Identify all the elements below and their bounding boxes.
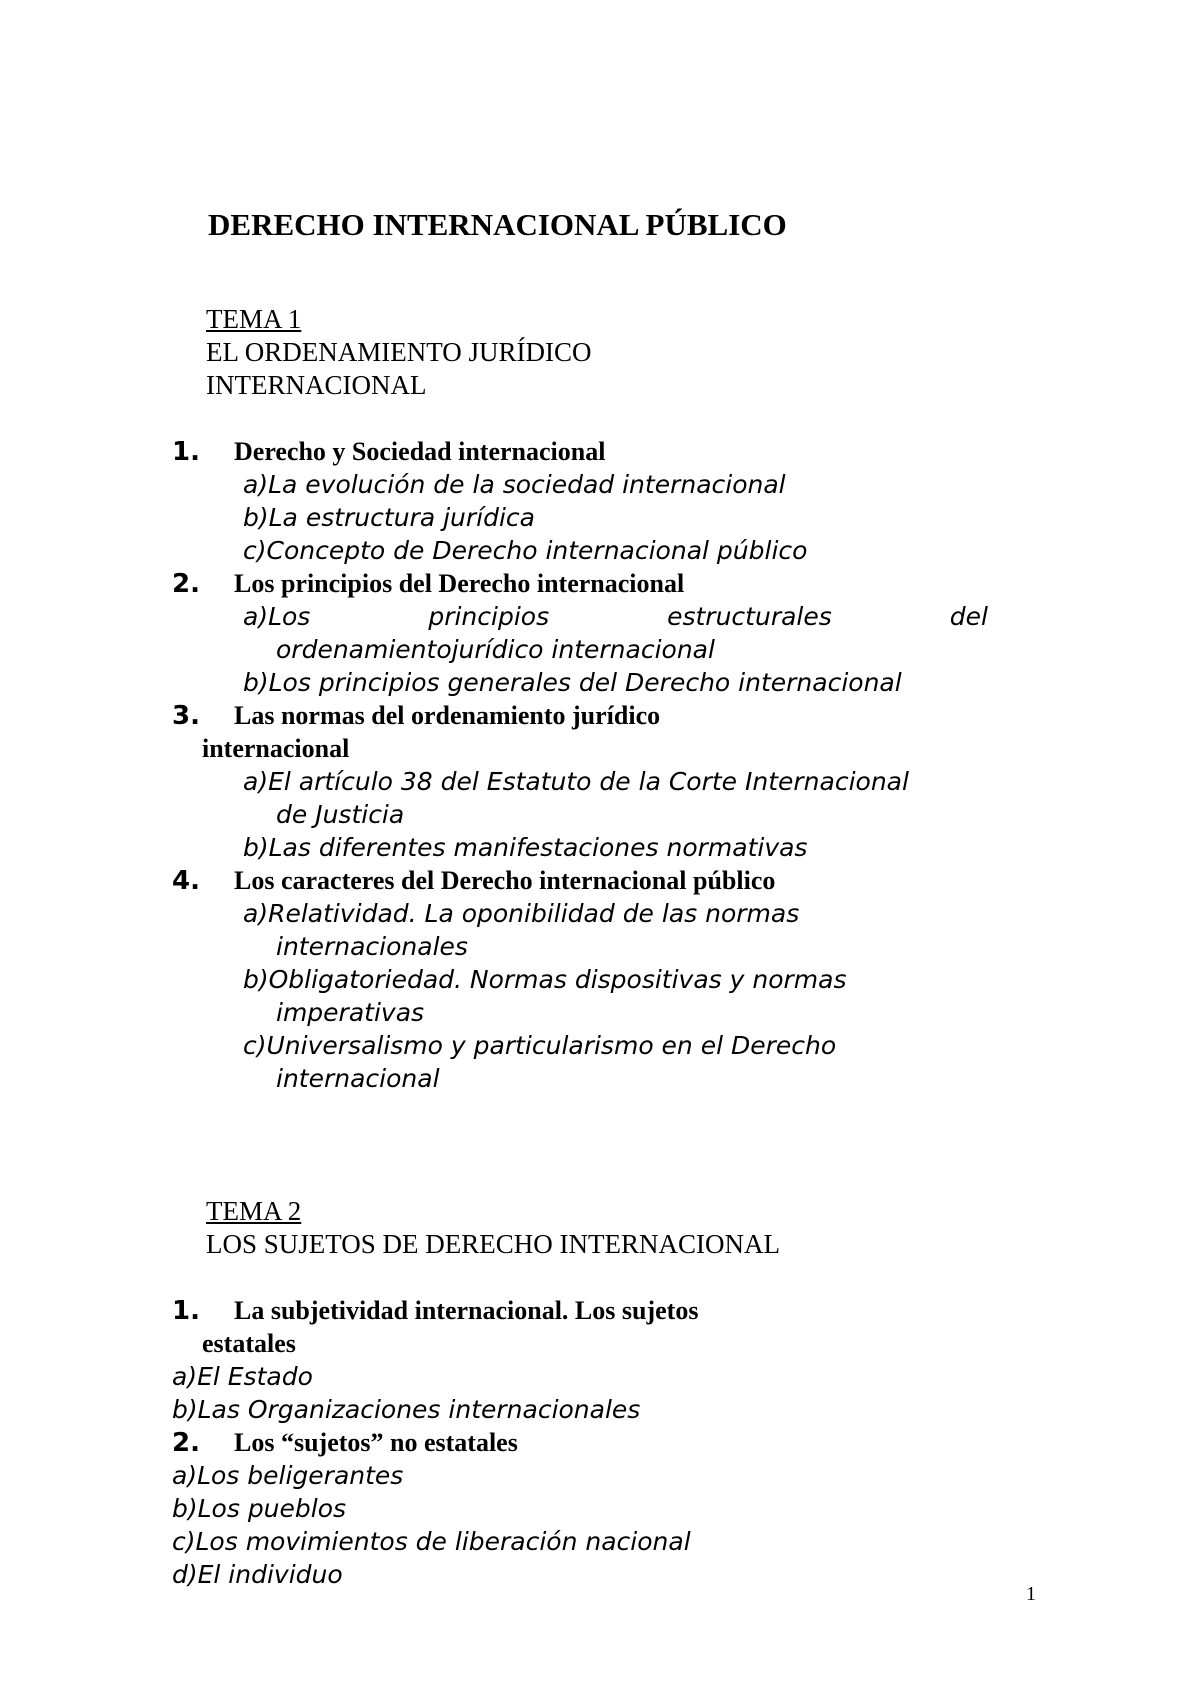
list-item-word: a)Los bbox=[243, 602, 311, 631]
section-heading bbox=[172, 436, 605, 468]
section-number: 4. bbox=[172, 866, 200, 896]
section-heading bbox=[172, 1295, 698, 1327]
list-item: b)Obligatoriedad. Normas dispositivas y normas bbox=[243, 965, 847, 994]
list-item: a)El Estado bbox=[172, 1362, 313, 1391]
list-item: a)Relatividad. La oponibilidad de las normas bbox=[243, 899, 800, 928]
tema-2-label: TEMA 2 bbox=[206, 1196, 302, 1226]
section-heading-text: Los “sujetos” no estatales bbox=[234, 1428, 518, 1457]
section-heading bbox=[172, 700, 660, 732]
tema-2-title: LOS SUJETOS DE DERECHO INTERNACIONAL bbox=[206, 1229, 781, 1259]
section-heading-text: Los caracteres del Derecho internacional público bbox=[234, 866, 776, 895]
section-number: 3. bbox=[172, 701, 200, 731]
page-number: 1 bbox=[1026, 1583, 1036, 1605]
section-heading-text: Los principios del Derecho internacional bbox=[234, 569, 685, 598]
section-heading-text: Derecho y Sociedad internacional bbox=[234, 437, 606, 466]
section-number: 1. bbox=[172, 437, 200, 467]
list-item: c)Los movimientos de liberación nacional bbox=[172, 1527, 691, 1556]
list-item-continuation: internacionales bbox=[276, 932, 468, 961]
section-number: 2. bbox=[172, 1428, 200, 1458]
section-heading-text: La subjetividad internacional. Los sujetos bbox=[234, 1296, 699, 1325]
list-item: a)El artículo 38 del Estatuto de la Corte Internacional bbox=[243, 767, 909, 796]
section-number: 2. bbox=[172, 569, 200, 599]
section-heading-continuation: internacional bbox=[202, 734, 350, 763]
list-item-continuation: internacional bbox=[276, 1064, 440, 1093]
section-heading bbox=[172, 568, 684, 600]
list-item-continuation: imperativas bbox=[276, 998, 425, 1027]
section-heading-text: Las normas del ordenamiento jurídico bbox=[234, 701, 661, 730]
list-item-word: del bbox=[949, 602, 988, 631]
list-item: a)La evolución de la sociedad internacional bbox=[243, 470, 786, 499]
list-item: b)Las Organizaciones internacionales bbox=[172, 1395, 641, 1424]
list-item-word: estructurales bbox=[667, 602, 832, 631]
tema-1-title-line2: INTERNACIONAL bbox=[206, 370, 427, 400]
section-heading bbox=[172, 865, 775, 897]
list-item: d)El individuo bbox=[172, 1560, 343, 1589]
list-item: a)Los beligerantes bbox=[172, 1461, 404, 1490]
document-title: DERECHO INTERNACIONAL PÚBLICO bbox=[208, 207, 787, 242]
list-item-continuation: ordenamientojurídico internacional bbox=[276, 635, 715, 664]
list-item: c)Concepto de Derecho internacional público bbox=[243, 536, 808, 565]
section-number: 1. bbox=[172, 1296, 200, 1326]
tema-1-label: TEMA 1 bbox=[206, 304, 302, 334]
tema-1-title-line1: EL ORDENAMIENTO JURÍDICO bbox=[206, 337, 592, 367]
section-heading-continuation: estatales bbox=[202, 1329, 296, 1358]
list-item: b)La estructura jurídica bbox=[243, 503, 535, 532]
list-item-justified bbox=[243, 601, 988, 633]
list-item-continuation: de Justicia bbox=[276, 800, 405, 829]
list-item: b)Las diferentes manifestaciones normativas bbox=[243, 833, 808, 862]
list-item-word: principios bbox=[428, 602, 550, 631]
section-heading bbox=[172, 1427, 518, 1459]
list-item: c)Universalismo y particularismo en el Derecho bbox=[243, 1031, 837, 1060]
list-item: b)Los principios generales del Derecho internacional bbox=[243, 668, 902, 697]
list-item: b)Los pueblos bbox=[172, 1494, 347, 1523]
